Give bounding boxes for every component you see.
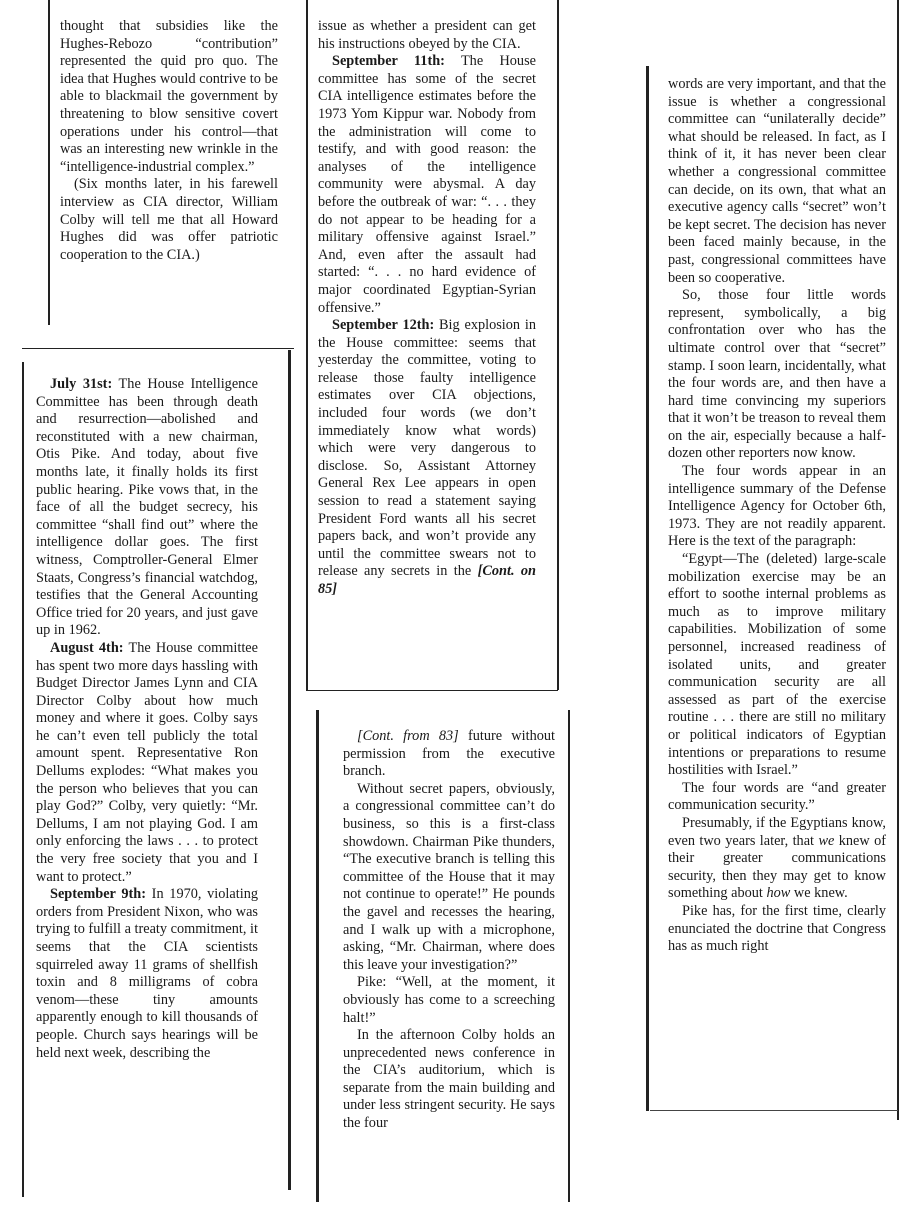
- entry-august-4: [36, 640, 258, 886]
- entry-text: The House committee has some of the secret CIA intelligence estimates before the 1973 Yom Kippur war. Nobody from the administration will come to testify, and with good reason: the analyses of the intelligence community were abysmal. A day before the outbreak of war: “. . . they do not appear to be heading for a military offensive against Israel.” And, even after the assault had started: “. . . no hard evidence of major coordinated Egyptian-Syrian offensive.”: [318, 53, 536, 316]
- column-divider: [316, 710, 319, 1202]
- entry-date: September 12th:: [332, 317, 435, 334]
- continuation-note: [Cont. from 83]: [357, 728, 459, 744]
- paragraph: The four words appear in an intelligence summary of the Defense Intelligence Agency for October 6th, 1973. They are not readily apparent. Here is the text of the paragraph:: [668, 463, 886, 550]
- entry-date: July 31st:: [50, 376, 113, 392]
- column-1-top: [60, 18, 278, 264]
- entry-september-12: [318, 317, 536, 599]
- column-divider: [288, 350, 291, 1190]
- paragraph: Pike: “Well, at the moment, it obviously has come to a screeching halt!”: [343, 974, 555, 1026]
- entry-text: In 1970, violating orders from President Nixon, who was trying to fulfill a treaty commitment, it seems that the CIA scientists squirreled away 11 grams of shellfish toxin and 8 milligrams of cobra venom—these tiny amounts apparently enough to kill thousands of people. Church says hearings will be held next week, describing the: [36, 886, 258, 1061]
- entry-september-11: [318, 53, 536, 317]
- entry-text: The House Intelligence Committee has been through death and resurrection—abolished and reconstituted with a new chairman, Otis Pike. And today, about five months late, it finally holds its first public hearing. Pike vows that, in the face of all the budget secrecy, his committee “shall find out” where the intelligence dollar goes. The first witness, Comptroller-General Elmer Staats, Congress’s financial watchdog, testifies that the General Accounting Office tried for 20 years, and just gave up in 1962.: [36, 376, 259, 639]
- column-divider: [48, 0, 50, 325]
- paragraph: Presumably, if the Egyptians know, even two years later, that we knew of their greater communications security, then they may get to know something about how we knew.: [668, 814, 887, 902]
- section-divider: [650, 1110, 898, 1111]
- paragraph: words are very important, and that the issue is whether a congressional committee can “unilaterally decide” what should be released. In fact, as I think of it, it has never been clear whether a congressional committee can decide, on its own, that what an executive agency calls “secret” won’t be kept secret. The decision has never been faced mainly because, in the past, congressional committees have been so cooperative.: [668, 76, 886, 286]
- entry-july-31: [36, 376, 258, 640]
- entry-september-9: [36, 886, 258, 1062]
- paragraph: issue as whether a president can get his instructions obeyed by the CIA.: [318, 18, 536, 52]
- column-divider: [568, 710, 570, 1202]
- paragraph: The four words are “and greater communication security.”: [668, 779, 886, 814]
- entry-text: Big explosion in the House committee: seems that yesterday the committee, voting to release those faulty intelligence estimates over CIA objections, included four words (we don’t immediately know what words) which were very dangerous to disclose. So, Assistant Attorney General Rex Lee appears in open session to read a statement saying President Ford wants all his secret papers back, and won’t provide any until the committee swears not to release any secrets in the: [318, 317, 536, 580]
- column-2-top: [318, 18, 536, 599]
- entry-date: September 11th:: [332, 53, 445, 70]
- column-divider: [557, 0, 559, 690]
- paragraph: (Six months later, in his farewell interview as CIA director, William Colby will tell me that all Howard Hughes did was offer patriotic cooperation to the CIA.): [60, 176, 278, 263]
- entry-text: The House committee has spent two more days hassling with Budget Director James Lynn and CIA Director Colby about how much money and where it goes. Colby says he can’t even tell publicly the total amount spent. Representative Ron Dellums explodes: “What makes you the person who believes that you can play God?” Colby, very quietly: “Mr. Dellums, I am not playing God. I am only enforcing the laws . . . to protect the very free society that you and I want to protect.”: [36, 639, 258, 885]
- paragraph: [Cont. from 83] future without permission from the executive branch.: [343, 728, 555, 780]
- section-divider: [22, 348, 294, 349]
- paragraph: thought that subsidies like the Hughes-Rebozo “contribution” represented the quid pro quo. The idea that Hughes would contrive to be able to blackmail the government by threatening to blow sensitive covert operations under his control—that was an interesting new wrinkle in the “intelligence-industrial complex.”: [60, 18, 278, 175]
- paragraph: So, those four little words represent, symbolically, a big confrontation over who has the ultimate control over that “secret” stamp. I soon learn, incidentally, what the four words are, and then have a hard time convincing my superiors that it won’t be treason to reveal them on the air, especially because a half-dozen other reporters now know.: [668, 287, 886, 462]
- column-divider: [646, 66, 649, 1111]
- column-2-bottom: [343, 728, 555, 1133]
- paragraph: In the afternoon Colby holds an unprecedented news conference in the CIA’s auditorium, which is separate from the main building and under less stringent security. He says the four: [343, 1027, 555, 1132]
- column-divider: [306, 0, 308, 690]
- paragraph: Pike has, for the first time, clearly enunciated the doctrine that Congress has as much right: [668, 902, 886, 955]
- entry-date: September 9th:: [50, 886, 146, 903]
- column-divider: [22, 362, 24, 1197]
- section-divider: [306, 690, 558, 691]
- quoted-paragraph: “Egypt—The (deleted) large-scale mobilization exercise may be an effort to soothe internal problems as much as to improve military capabilities. Mobilization of some personnel, increased readiness of isolated units, and greater communication security are all assessed as part of the exercise routine . . . there are still no military or political indicators of Egyptian intentions or preparations to resume hostilities with Israel.”: [668, 551, 886, 779]
- column-3: [668, 76, 886, 956]
- paragraph: Without secret papers, obviously, a congressional committee can’t do business, so this is a first-class showdown. Chairman Pike thunders, “The executive branch is telling this committee of the House that it may not continue to operate!” He pounds the gavel and recesses the hearing, and I walk up with a microphone, asking, “Mr. Chairman, where does this leave your investigation?”: [343, 780, 555, 973]
- column-1-bottom: [36, 376, 258, 1062]
- continuation-note: [Cont. on 85]: [318, 563, 536, 597]
- entry-date: August 4th:: [50, 639, 124, 656]
- column-divider: [897, 0, 899, 1120]
